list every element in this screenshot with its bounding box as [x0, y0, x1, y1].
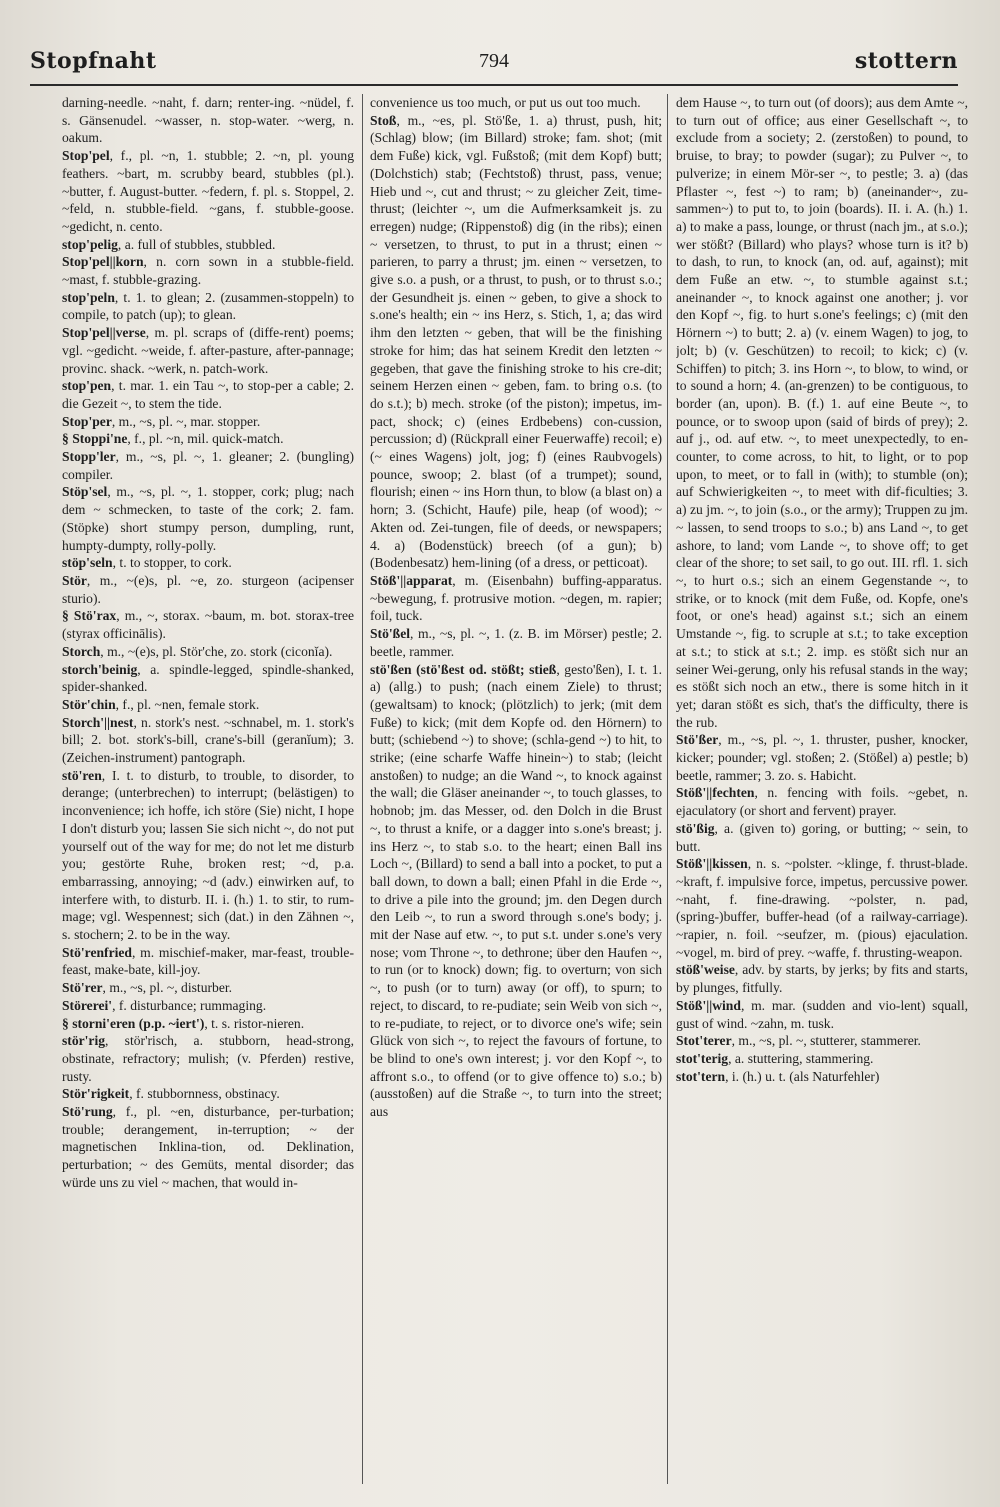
entry-headword: stot'tern	[676, 1068, 726, 1084]
column-2	[370, 94, 662, 1484]
entry-headword: stö'ren	[62, 767, 102, 783]
dictionary-entry	[62, 944, 354, 979]
dictionary-entry	[62, 607, 354, 642]
dictionary-entry	[62, 661, 354, 696]
dictionary-entry	[62, 714, 354, 767]
dictionary-entry	[62, 1103, 354, 1192]
entry-definition: , adv. by starts, by jerks; by fits and starts, by plunges, fitfully.	[676, 962, 968, 996]
entry-definition: , m. mischief-maker, mar-feast, trouble-feast, make-bate, kill-joy.	[62, 944, 354, 978]
dictionary-entry	[676, 855, 968, 961]
entry-headword: storch'beinig	[62, 661, 138, 677]
entry-definition: , m., ~s, pl. ~, 1. thruster, pusher, knocker, kicker; pounder; vgl. stoßen; 2. (Stößel) a) pestle; b) beetle, rammer; 3. zo. s. Habicht.	[676, 732, 968, 783]
entry-headword: § storni'eren (p.p. ~iert')	[62, 1015, 205, 1031]
entry-headword: § Stö'rax	[62, 608, 117, 624]
entry-definition: , a. stuttering, stammering.	[728, 1050, 874, 1066]
dictionary-entry	[62, 1015, 354, 1033]
entry-definition: , f., pl. ~n, mil. quick-match.	[127, 431, 284, 447]
entry-headword: Stop'pel||verse	[62, 325, 146, 341]
header-rule	[30, 84, 958, 86]
entry-definition: , n. s. ~polster. ~klinge, f. thrust-blade. ~kraft, f. impulsive force, impetus, percussive power. ~naht, f. fine-drawing. ~polster, n. pad, (spring-)buffer, buffer-head (of a railway-carriage). ~rapier, n. foil. ~seufzer, m. (pious) ejaculation. ~vogel, m. bird of prey. ~waffe, f. thrusting-weapon.	[676, 856, 968, 960]
entry-headword: Stop'per	[62, 413, 112, 429]
entry-definition: , n. fencing with foils. ~gebet, n. ejaculatory (or short and fervent) prayer.	[676, 785, 968, 819]
entry-headword: Stöß'||wind	[676, 997, 741, 1013]
entry-definition: , m., ~s, pl. ~, stutterer, stammerer.	[731, 1033, 921, 1049]
dictionary-entry	[62, 767, 354, 944]
entry-definition: , m. pl. scraps of (diffe-rent) poems; vgl. ~gedicht. ~weide, f. after-pasture, after-pannage; provinc. shack. ~werk, n. patch-work.	[62, 325, 354, 376]
dictionary-entry	[676, 997, 968, 1032]
running-head-right: stottern	[854, 48, 958, 74]
entry-headword: stot'terig	[676, 1050, 729, 1066]
entry-headword: Stör'rigkeit	[62, 1086, 130, 1102]
entry-headword: stö'ßig	[676, 820, 715, 836]
dictionary-entry	[62, 1032, 354, 1085]
entry-headword: Stöß'||apparat	[370, 572, 453, 588]
entry-definition: , n. stork's nest. ~schnabel, m. 1. stork's bill; 2. bot. stork's-bill, crane's-bill (geranĭum); 3. (Zeichen-instrument) pantograph.	[62, 714, 354, 766]
dictionary-entry	[62, 483, 354, 554]
entry-headword: stop'pelig	[62, 236, 118, 252]
dictionary-entry	[62, 413, 354, 431]
dictionary-entry	[676, 961, 968, 996]
entry-definition: , f. stubbornness, obstinacy.	[129, 1086, 280, 1102]
entry-headword: Stö'rung	[62, 1104, 113, 1120]
entry-headword: stö'ßen (stö'ßest od. stößt; stieß	[370, 661, 557, 677]
entry-headword: stop'peln	[62, 289, 115, 305]
dictionary-entry	[370, 572, 662, 625]
entry-definition: , m., ~s, pl. ~, disturber.	[102, 980, 233, 996]
dictionary-entry	[62, 147, 354, 236]
entry-definition: , t. mar. 1. ein Tau ~, to stop-per a cable; 2. die Gezeit ~, to stem the tide.	[62, 378, 354, 411]
dictionary-entry	[370, 661, 662, 1121]
dictionary-entry	[62, 253, 354, 288]
dictionary-entry	[676, 820, 968, 855]
entry-definition: , m., ~s, pl. ~, 1. (z. B. im Mörser) pestle; 2. beetle, rammer.	[370, 626, 662, 659]
dictionary-entry	[62, 643, 354, 661]
entry-headword: Storch	[62, 643, 101, 659]
dictionary-entry: darning-needle. ~naht, f. darn; renter-ing. ~nüdel, f. s. Gänsenudel. ~wasser, n. stop-water. ~werg, n. oakum.	[62, 95, 354, 146]
dictionary-entry	[62, 430, 354, 448]
entry-definition: , m., ~s, pl. ~, mar. stopper.	[111, 413, 261, 429]
entry-headword: stöß'weise	[676, 962, 735, 978]
entry-headword: Störerei'	[62, 997, 113, 1013]
entry-definition: , m., ~, storax. ~baum, m. bot. storax-tree (styrax officinālis).	[62, 608, 354, 642]
entry-headword: Stö'rer	[62, 980, 103, 996]
entry-headword: Stö'ßel	[370, 626, 411, 642]
entry-definition: , m. mar. (sudden and vio-lent) squall, gust of wind. ~zahn, m. tusk.	[676, 997, 968, 1031]
dictionary-entry	[62, 1085, 354, 1103]
entry-headword: Stö'renfried	[62, 944, 132, 960]
dictionary-entry	[62, 448, 354, 483]
dictionary-entry	[370, 625, 662, 660]
entry-definition: , m., ~s, pl. ~, 1. gleaner; 2. (bungling) compiler.	[62, 449, 354, 482]
entry-headword: Stör'chin	[62, 696, 116, 712]
entry-definition: , a. (given to) goring, or butting; ~ sein, to butt.	[676, 820, 968, 854]
column-3	[676, 94, 968, 1484]
dictionary-entry	[62, 236, 354, 254]
entry-headword: Stoß	[370, 112, 397, 128]
dictionary-entry	[676, 731, 968, 784]
entry-definition: , stör'risch, a. stubborn, head-strong, obstinate, refractory; mulish; (v. Pferden) restive, rusty.	[62, 1033, 354, 1084]
entry-definition: , m., ~s, pl. ~, 1. stopper, cork; plug; nach dem ~ schmecken, to taste of the cork; 2. fam. (Stöpke) short stumpy person, dumpling, runt, humpty-dumpty, rolly-polly.	[62, 484, 354, 553]
entry-definition: , m., ~es, pl. Stö'ße, 1. a) thrust, push, hit; (Schlag) blow; (im Billard) stroke; fam. shot; (mit dem Fuße) kick, vgl. Fußstoß; (mit dem Kopf) butt; (Dolchstich) stab; (Fechtstoß) thrust, pass, venue; Hieb und ~, cut and thrust; ~ zu gleicher Zeit, time-thrust; (leichter ~, um die Aufmerksamkeit js. zu erregen) nudge; (Rippenstoß) dig (in the ribs); einen ~ versetzen, to thrust, to put in a thrust; einen ~ parieren, to parry a thrust; jm. einen ~ versetzen, to give s.o. a push, or a thrust, to push, or to thrust s.o.; der Gesundheit js. einen ~ geben, to give a shock to s.one's health; ein ~ ins Herz, s. Stich, 1, a; das wird ihm den letzten ~ geben, that will be the finishing stroke for him; das hat seinem Kredit den letzten ~ gegeben, that gave the finishing stroke to his cre-dit; seinem Herzen einen ~ geben, fam. to bring o.s. (to do s.t.); b) mech. stroke (of the piston); impetus, im-pact, shock; c) (eines Erdbebens) con-cussion, percussion; d) (Rückprall einer Feuerwaffe) recoil; e) (~ eines Wagens) jolt, jog; f) (eines Raubvogels) pounce, swoop; 2. blast (of a trumpet); sound, flourish; einen ~ ins Horn thun, to blow (a blast on) a horn; 3. (Schicht, Haufe) pile, heap (of wood); ~ Akten od. Zei-tungen, file of deeds, or newspapers; 4. a) (Bodenstück) breech (of a gun); b) (Bodenbesatz) hem-lining (of a dress, or petticoat).	[370, 112, 662, 571]
entry-headword: Stö'ßer	[676, 732, 719, 748]
dictionary-entry	[62, 377, 354, 412]
column-divider	[362, 94, 363, 1484]
entry-headword: Stop'pel||korn	[62, 254, 144, 270]
column-divider	[667, 94, 668, 1484]
entry-headword: § Stoppi'ne	[62, 431, 128, 447]
dictionary-entry	[676, 1032, 968, 1050]
dictionary-entry	[62, 289, 354, 324]
entry-definition: , f., pl. ~nen, female stork.	[115, 696, 260, 712]
entry-definition: , a. full of stubbles, stubbled.	[117, 236, 276, 252]
entry-definition: , n. corn sown in a stubble-field. ~mast, f. stubble-grazing.	[62, 254, 354, 288]
entry-definition: , m. (Eisenbahn) buffing-apparatus. ~bewegung, f. protrusive motion. ~degen, m. rapier; foil, tuck.	[370, 572, 662, 624]
dictionary-entry	[62, 572, 354, 607]
dictionary-entry: convenience us too much, or put us out too much.	[370, 95, 641, 110]
dictionary-entry	[370, 112, 662, 572]
page-header	[30, 42, 958, 82]
column-1	[62, 94, 354, 1484]
dictionary-entry	[62, 979, 354, 997]
entry-headword: Storch'||nest	[62, 714, 134, 730]
entry-headword: Stöß'||kissen	[676, 856, 748, 872]
entry-headword: Stör	[62, 572, 87, 588]
dictionary-entry	[676, 1050, 968, 1068]
entry-definition: , f., pl. ~n, 1. stubble; 2. ~n, pl. young feathers. ~bart, m. scrubby beard, stubbles (pl.). ~butter, f. August-butter. ~federn, f. pl. s. Stoppel, 2. ~feld, n. stubble-field. ~gans, f. stubble-goose. ~gedicht, n. cento.	[62, 148, 354, 234]
dictionary-entry	[62, 324, 354, 377]
entry-definition: , t. to stopper, to cork.	[112, 555, 232, 571]
entry-definition: , t. 1. to glean; 2. (zusammen-stoppeln) to compile, to patch (up); to glean.	[62, 289, 354, 323]
entry-definition: , i. (h.) u. t. (als Naturfehler)	[725, 1068, 880, 1084]
dictionary-entry: dem Hause ~, to turn out (of doors); aus dem Amte ~, to turn out of office; aus einer Gesellschaft ~, to exclude from a society; 2. (zerstoßen) to pound, to bruise, to bray; to powder (sugar); zu Pulver ~, to pulverize; in einem Mör-ser ~, to pestle; 3. a) (das Pflaster ~, fest ~) to ram; b) (aneinander~, zu-sammen~) to put to, to join (boards). II. i. A. (h.) 1. a) to make a pass, lounge, or thrust (nach jm., at s.o.); wer stößt? (Billard) who plays? whose turn is it? b) to dash, to run, to knock (an, od. auf, against); mit dem Fuße an etw. ~, to stumble against s.t.; aneinander ~, to knock against one another; j. vor den Kopf ~, fig. to hurt s.one's feelings; c) (mit den Hörnern ~) to butt; 2. a) (v. einem Wagen) to jog, to jolt; b) (v. Geschützen) to recoil; to kick; c) (v. Schiffen) to pitch; 3. ins Horn ~, to blow, to wind, or to sound a horn; 4. (an-grenzen) to be contiguous, to border (an, upon). B. (f.) 1. auf eine Beute ~, to pounce, or to swoop upon (said of birds of prey); 2. auf j., od. auf etw. ~, to meet unexpectedly, to en-counter, to come across, to hit, to light, or to pop upon, to meet, or to fall in (with); to stumble (on); auf Schwierigkeiten ~, to meet with dif-ficulties; 3. a) zu jm. ~, to join (s.o., or the army); Truppen zu jm. ~ lassen, to send troops to s.o.; b) ans Land ~, to get ashore, to land; vom Lande ~, to shove off; to get clear of the shore; to set sail, to go out. III. rfl. 1. sich ~, to hurt o.s.; sich an einem Gegenstande ~, to strike, or to knock (mit dem Fuße, od. Kopfe, one's foot, or one's head) against s.t.; sich an einem Umstande ~, fig. to scruple at s.t.; to take exception at s.t.; to stick at s.t.; 2. imp. es stößt sich nur an seiner Wei-gerung, only his refusal stands in the way; es stößt sich noch an etw., there is some hitch in it yet; daran stößt es sich, that's the difficulty, there is the rub.	[676, 95, 968, 730]
entry-definition: , f. disturbance; rummaging.	[112, 997, 267, 1013]
dictionary-entry	[676, 1068, 968, 1086]
entry-definition: , m., ~(e)s, pl. Stör'che, zo. stork (ciconĭa).	[100, 643, 333, 659]
entry-headword: Stot'terer	[676, 1033, 732, 1049]
dictionary-entry	[62, 696, 354, 714]
entry-definition: , f., pl. ~en, disturbance, per-turbation; trouble; derangement, in-terruption; ~ der magnetischen Inklina-tion, od. Deklination, perturbation; ~ des Gemüts, mental disorder; das würde uns zu viel ~ machen, that would in-	[62, 1104, 354, 1190]
running-head-left: Stopfnaht	[30, 48, 157, 74]
entry-definition: , a. spindle-legged, spindle-shanked, spider-shanked.	[62, 661, 354, 695]
dictionary-entry	[62, 554, 354, 572]
entry-definition: , t. s. ristor-nieren.	[204, 1015, 305, 1031]
entry-headword: Stöp'sel	[62, 484, 108, 500]
entry-definition: , gesto'ßen), I. t. 1. a) (allg.) to push; (nach einem Ziele) to thrust; (gewaltsam) to knock; (plötzlich) to jerk; (mit dem Fuße) to kick; (mit dem Kopfe od. den Hörnern) to butt; (schiebend ~) to shove; (schla-gend ~) to hit, to strike; (eine scharfe Waffe hinein~) to stab; (leicht anstoßen) to nudge; an die Wand ~, to knock against the wall; die Gläser aneinander ~, to touch glasses, to hobnob; jm. das Messer, od. den Dolch in die Brust ~, to thrust a knife, or a dagger into s.one's breast; j. ins Herz ~, to stab s.o. to the heart; einen Ball ins Loch ~, (Billard) to send a ball into a pocket, to put a ball down, to down a ball; einen Pfahl in die Erde ~, to drive a pile into the ground; jm. den Degen durch den Leib ~, to run a sword through s.one's body; j. mit der Nase auf etw. ~, to put s.t. under s.one's very nose; vom Throne ~, to dethrone; über den Haufen ~, to run (or to knock) down; fig. to overturn; von sich ~, to push (or to turn) away (or off), to spurn; to reject, to discard, to re-pudiate; sein Weib von sich ~, to re-pudiate, to reject, or to divorce one's wife; sein Glück von sich ~, to reject the favours of fortune, to be blind to one's own interest; j. vor den Kopf ~, to affront s.o., to offend (or to give offence to) s.o.; b) (ausstoßen) auf die Straße ~, to turn into the street; aus	[370, 661, 662, 1120]
entry-definition: , I. t. to disturb, to trouble, to disorder, to derange; (unterbrechen) to interrupt; (belästigen) to inconvenience; ich hoffe, ich störe (Sie) nicht, I hope I don't disturb you; lassen Sie sich nicht ~, do not put yourself out of the way for me; do not let me disturb you; gestörte Ruhe, broken rest; ~d, p.a. embarrassing, annoying; ~d (adv.) einwirken auf, to interfere with, to disturb. II. i. (h.) 1. to stir, to rum-mage; vgl. Wespennest; sich (dat.) in den Zähnen ~, s. stochern; 2. to be in the way.	[62, 767, 354, 943]
entry-headword: stör'rig	[62, 1033, 106, 1049]
entry-headword: Stopp'ler	[62, 449, 116, 465]
entry-headword: Stop'pel	[62, 148, 110, 164]
entry-headword: Stöß'||fechten	[676, 785, 755, 801]
dictionary-entry	[676, 784, 968, 819]
entry-definition: , m., ~(e)s, pl. ~e, zo. sturgeon (acipenser sturio).	[62, 572, 354, 606]
dictionary-entry	[62, 997, 354, 1015]
page-number: 794	[479, 50, 509, 72]
entry-headword: stop'pen	[62, 378, 112, 394]
entry-headword: stöp'seln	[62, 555, 113, 571]
